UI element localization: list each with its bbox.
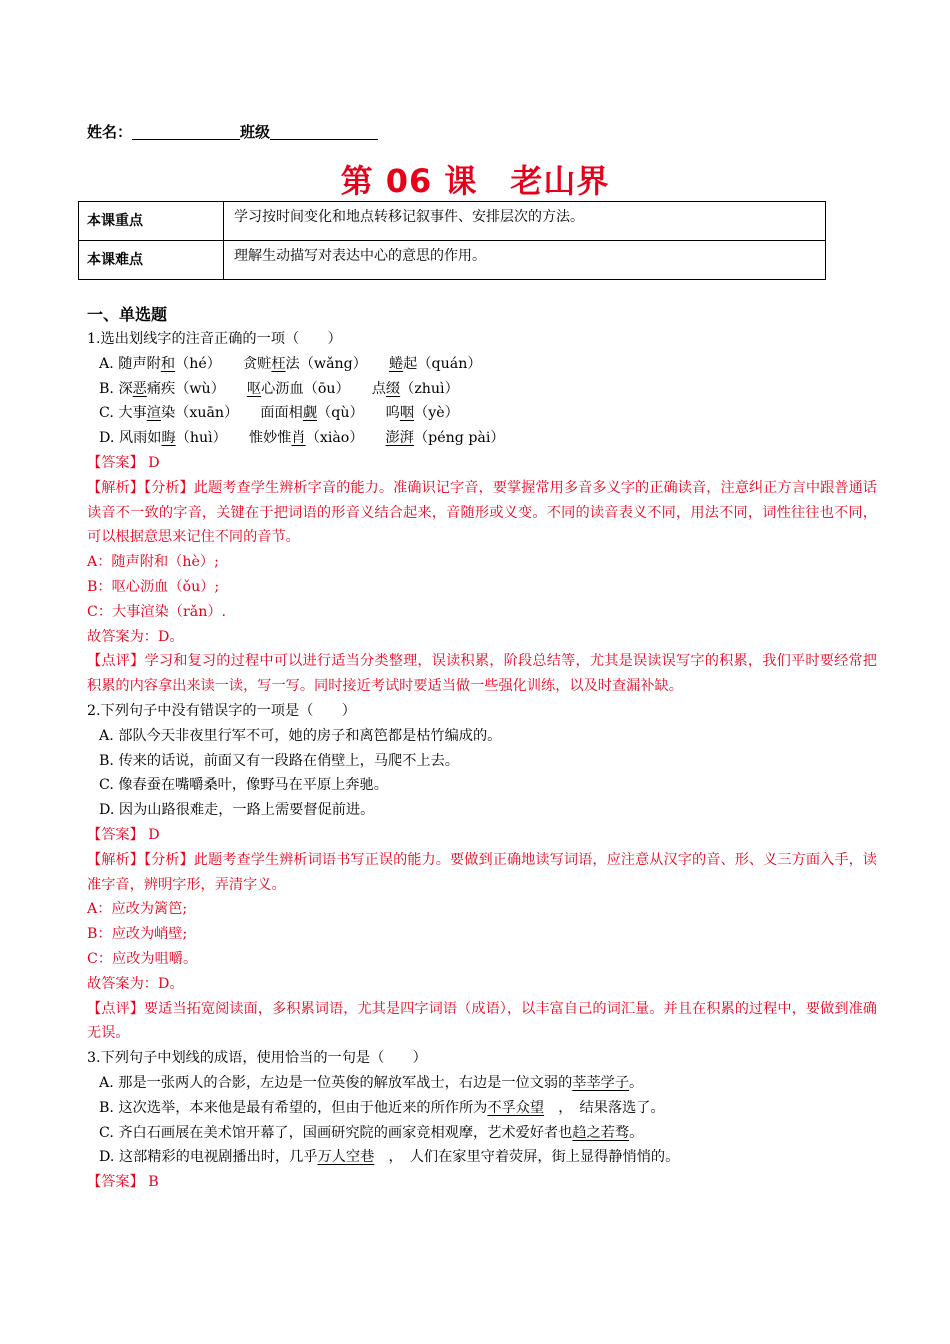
q2-fix-c: C：应改为咀嚼。 — [87, 950, 198, 967]
q2-option-c: C. 像春蚕在嘴嚼桑叶，像野马在平原上奔驰。 — [99, 777, 388, 794]
q3-option-d: D. 这部精彩的电视剧播出时，几乎万人空巷 ， 人们在家里守着荧屏，街上显得静悄悄的。 — [99, 1149, 680, 1166]
name-label: 姓名： — [87, 123, 133, 141]
q1-conclusion: 故答案为：D。 — [87, 628, 184, 645]
q2-option-d: D. 因为山路很难走，一路上需要督促前进。 — [99, 802, 375, 819]
q1-comment: 【点评】学习和复习的过程中可以进行适当分类整理，误读积累，阶段总结等，尤其是误读误写字的积累，我们平时要经常把积累的内容拿出来读一读，写一写。同时接近考试时要适当做一些强化训练，以及时查漏补缺。 — [87, 653, 877, 695]
q3-answer: 【答案】 B — [87, 1174, 159, 1191]
class-label: 班级 — [240, 123, 271, 141]
q2-fix-b: B：应改为峭壁; — [87, 926, 188, 943]
q3-option-b: B. 这次选举，本来他是最有希望的，但由于他近来的所作所为不孚众望 ， 结果落选了。 — [99, 1099, 665, 1116]
key-points-table — [78, 201, 826, 280]
lesson-title: 第 06 课 老山界 — [340, 162, 610, 200]
q1-option-a: A. 随声附和（hé） 贪赃枉法（wǎng） 蜷起（quán） — [99, 355, 482, 372]
q1-stem: 1.选出划线字的注音正确的一项（ ） — [87, 331, 342, 347]
focus-value: 学习按时间变化和地点转移记叙事件、安排层次的方法。 — [224, 202, 826, 241]
q2-stem: 2.下列句子中没有错误字的一项是（ ） — [87, 702, 356, 719]
q1-fix-a: A：随声附和（hè）; — [87, 554, 219, 571]
q3-option-a: A. 那是一张两人的合影，左边是一位英俊的解放军战士，右边是一位文弱的莘莘学子。 — [99, 1074, 644, 1091]
difficulty-value: 理解生动描写对表达中心的意思的作用。 — [224, 241, 826, 280]
section-title: 一、单选题 — [87, 305, 168, 324]
questions-content — [87, 303, 877, 1195]
table-row — [79, 241, 826, 280]
q2-fix-a: A：应改为篱笆; — [87, 901, 188, 918]
q1-answer: 【答案】 D — [87, 454, 160, 471]
q2-option-a: A. 部队今天非夜里行军不可，她的房子和离笆都是枯竹编成的。 — [99, 727, 502, 744]
q2-answer: 【答案】 D — [87, 826, 160, 843]
q3-option-c: C. 齐白石画展在美术馆开幕了，国画研究院的画家竞相观摩，艺术爱好者也趋之若骛。 — [99, 1124, 644, 1141]
difficulty-label: 本课难点 — [79, 241, 224, 280]
q1-option-c: C. 大事渲染（xuān） 面面相觑（qù） 呜咽（yè） — [99, 405, 459, 422]
q3-stem: 3.下列句子中划线的成语，使用恰当的一句是（ ） — [87, 1050, 427, 1067]
q2-analysis: 【解析】【分析】此题考查学生辨析词语书写正误的能力。要做到正确地读写词语，应注意从汉字的音、形、义三方面入手，读准字音，辨明字形，弄清字义。 — [87, 851, 877, 893]
q1-fix-c: C：大事渲染（rǎn）. — [87, 603, 227, 620]
q2-option-b: B. 传来的话说，前面又有一段路在俏壁上，马爬不上去。 — [99, 752, 459, 769]
name-blank[interactable] — [132, 124, 240, 140]
q1-fix-b: B：呕心沥血（ǒu）; — [87, 578, 220, 595]
table-row — [79, 202, 826, 241]
q2-conclusion: 故答案为：D。 — [87, 975, 184, 992]
q2-comment: 【点评】要适当拓宽阅读面，多积累词语，尤其是四字词语（成语），以丰富自己的词汇量。并且在积累的过程中，要做到准确无误。 — [87, 1000, 877, 1042]
q1-option-b: B. 深恶痛疾（wù） 呕心沥血（ōu） 点缀（zhuì） — [99, 380, 459, 397]
name-class-row — [87, 121, 378, 142]
q1-analysis: 【解析】【分析】此题考查学生辨析字音的能力。准确识记字音，要掌握常用多音多义字的正确读音，注意纠正方言中跟普通话读音不一致的字音，关键在于把词语的形音义结合起来，音随形或义变。不同的读音表义不同，用法不同，词性往往也不同，可以根据意思来记住不同的音节。 — [87, 479, 877, 546]
q1-option-d: D. 风雨如晦（huì） 惟妙惟肖（xiào） 澎湃（péng pài） — [99, 430, 505, 447]
class-blank[interactable] — [270, 124, 378, 140]
focus-label: 本课重点 — [79, 202, 224, 241]
